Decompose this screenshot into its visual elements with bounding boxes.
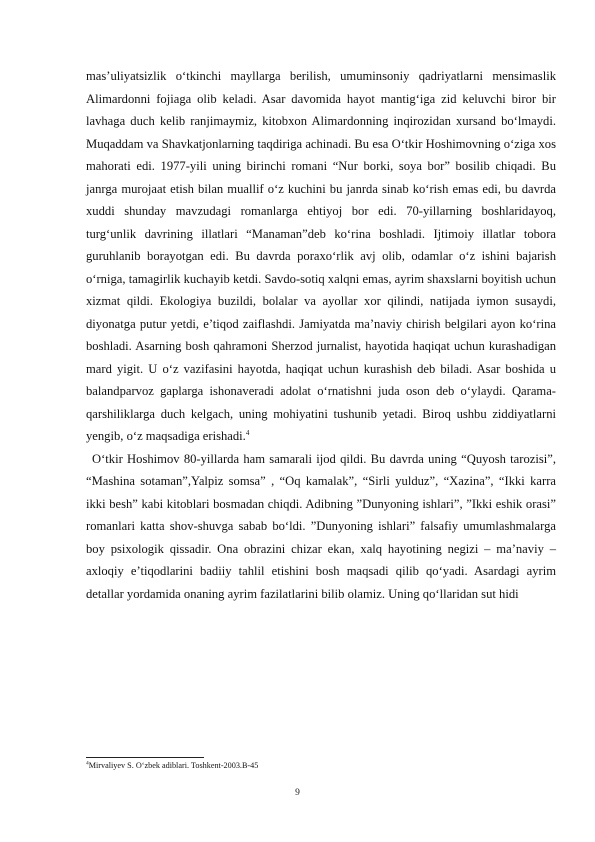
- paragraph-1-text: mas’uliyatsizlik o‘tkinchi mayllarga berilish, umuminsoniy qadriyatlarni mensimaslik Alimardonni fojiaga olib keladi. Asar davomida hayot mantig‘iga zid keluvchi biror bir lavhaga duch kelib ranjimaymiz, kitobxon Alimardonning inqirozidan xursand bo‘lmaydi. Muqaddam va Shavkatjonlarning taqdiriga achinadi. Bu esa O‘tkir Hoshimovning o‘ziga xos mahorati edi. 1977-yili uning birinchi romani “Nur borki, soya bor” bosilib chiqadi. Bu janrga murojaat etish bilan muallif o‘z kuchini bu janrda sinab ko‘rish emas edi, bu davrda xuddi shunday mavzudagi romanlarga ehtiyoj bor edi. 70-yillarning boshlaridayoq, turg‘unlik davrining illatlari “Manaman”deb ko‘rina boshladi. Ijtimoiy illatlar tobora guruhlanib borayotgan edi. Bu davrda poraxo‘rlik avj olib, odamlar o‘z ishini bajarish o‘rniga, tamagirlik kuchayib ketdi. Savdo-sotiq xalqni emas, ayrim shaxslarni boyitish uchun xizmat qildi. Ekologiya buzildi, bolalar va ayollar xor qilindi, natijada iymon susaydi, diyonatga putur yetdi, e’tiqod zaiflashdi. Jamiyatda ma’naviy chirish belgilari ayon ko‘rina boshladi. Asarning bosh qahramoni Sherzod jurnalist, hayotida haqiqat uchun kurashadigan mard yigit. U o‘z vazifasini hayotda, haqiqat uchun kurashish deb biladi. Asar boshida u balandparvoz gaplarga ishonaveradi adolat o‘rnatishni juda oson deb o‘ylaydi. Qarama-qarshiliklarga duch kelgach, uning mohiyatini tushunib yetadi. Biroq ushbu ziddiyatlarni yengib, o‘z maqsadiga erishadi.: [86, 69, 556, 443]
- document-body: [86, 65, 556, 605]
- paragraph-1: [86, 65, 556, 448]
- footnote-marker: 4: [86, 760, 89, 767]
- paragraph-2: [86, 448, 556, 606]
- paragraph-2-text: O‘tkir Hoshimov 80-yillarda ham samarali ijod qildi. Bu davrda uning “Quyosh tarozisi”, “Mashina sotaman”,Yalpiz somsa” , “Oq kamalak”, “Sirli yulduz”, “Xazina”, “Ikki karra ikki besh” kabi kitoblari bosmadan chiqdi. Adibning ”Dunyoning ishlari”, ”Ikki eshik orasi” romanlari katta shov-shuvga sabab bo‘ldi. ”Dunyoning ishlari” falsafiy umumlashmalarga boy psixologik qissadir. Ona obrazini chizar ekan, xalq hayotining negizi – ma’naviy – axloqiy e’tiqodlarini badiiy tahlil etishini bosh maqsadi qilib qo‘yadi. Asardagi ayrim detallar yordamida onaning ayrim fazilatlarini bilib olamiz. Uning qo‘llaridan sut hidi: [86, 451, 556, 601]
- footnote: [86, 761, 258, 771]
- footnote-text: Mirvaliyev S. O‘zbek adiblari. Toshkent-2003.B-45: [88, 761, 259, 770]
- page-number: 9: [295, 788, 300, 798]
- footnote-separator: [86, 757, 204, 758]
- footnote-reference[interactable]: 4: [245, 428, 250, 437]
